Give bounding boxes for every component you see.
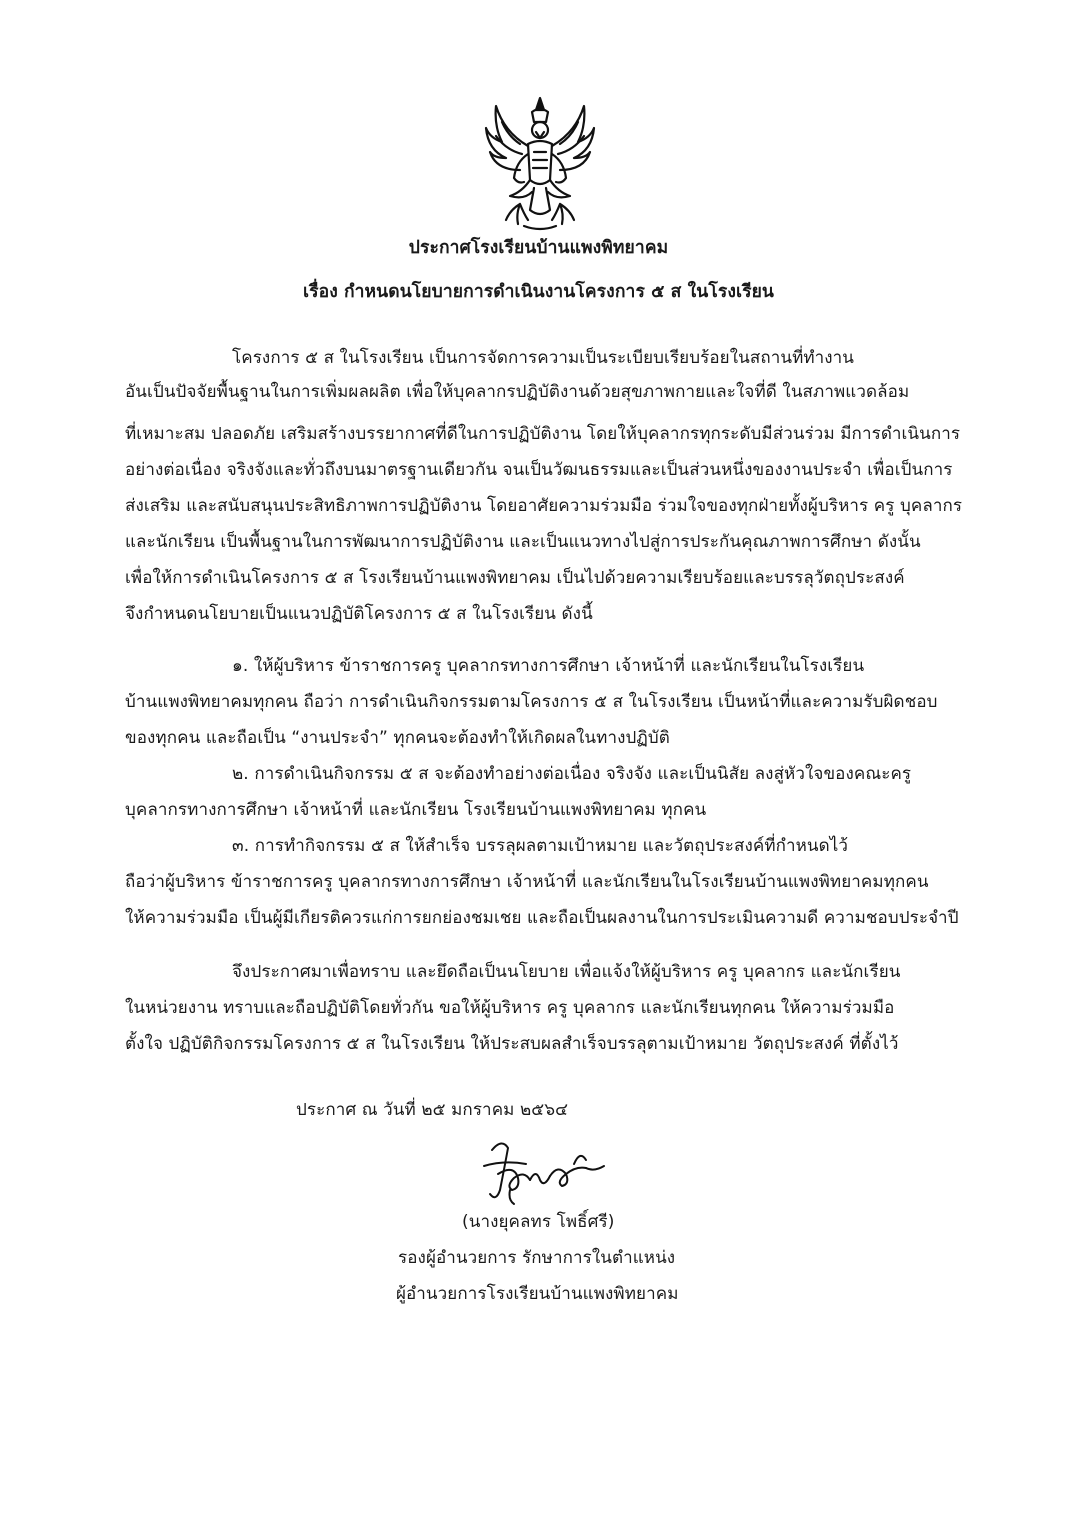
announcement-date: ประกาศ ณ วันที่ ๒๕ มกราคม ๒๕๖๔	[296, 1100, 569, 1120]
policy-item-3: ๓. การทำกิจกรรม ๕ ส ให้สำเร็จ บรรลุผลตามเป้าหมาย และวัตถุประสงค์ที่กำหนดไว้	[232, 836, 849, 856]
closing-line: จึงประกาศมาเพื่อทราบ และยึดถือเป็นนโยบาย เพื่อแจ้งให้ผู้บริหาร ครู บุคลากร และนักเรียน	[232, 962, 901, 982]
policy-item-1: ๑. ให้ผู้บริหาร ข้าราชการครู บุคลากรทางการศึกษา เจ้าหน้าที่ และนักเรียนในโรงเรียน	[232, 656, 865, 676]
intro-line: และนักเรียน เป็นพื้นฐานในการพัฒนาการปฏิบัติงาน และเป็นแนวทางไปสู่การประกันคุณภาพการศึกษา ดังนั้น	[125, 532, 921, 552]
intro-line: เพื่อให้การดำเนินโครงการ ๕ ส โรงเรียนบ้านแพงพิทยาคม เป็นไปด้วยความเรียบร้อยและบรรลุวัตถุประสงค์	[125, 568, 905, 588]
intro-line: อย่างต่อเนื่อง จริงจังและทั่วถึงบนมาตรฐานเดียวกัน จนเป็นวัฒนธรรมและเป็นส่วนหนึ่งของงานประจำ เพื่อเป็นการ	[125, 460, 953, 480]
policy-item-2: ๒. การดำเนินกิจกรรม ๕ ส จะต้องทำอย่างต่อเนื่อง จริงจัง และเป็นนิสัย ลงสู่หัวใจของคณะครู	[232, 764, 912, 784]
intro-line: อันเป็นปัจจัยพื้นฐานในการเพิ่มผลผลิต เพื่อให้บุคลากรปฏิบัติงานด้วยสุขภาพกายและใจที่ดี ในสภาพแวดล้อม	[125, 382, 910, 402]
policy-item-3-cont: ถือว่าผู้บริหาร ข้าราชการครู บุคลากรทางการศึกษา เจ้าหน้าที่ และนักเรียนในโรงเรียนบ้านแพงพิทยาคมทุกคน	[125, 872, 929, 892]
signer-position: ผู้อำนวยการโรงเรียนบ้านแพงพิทยาคม	[396, 1284, 679, 1304]
intro-line: โครงการ ๕ ส ในโรงเรียน เป็นการจัดการความเป็นระเบียบเรียบร้อยในสถานที่ทำงาน	[232, 348, 855, 368]
garuda-emblem-icon	[480, 92, 600, 234]
handwritten-signature-icon	[474, 1130, 614, 1210]
signer-position: รองผู้อำนวยการ รักษาการในตำแหน่ง	[398, 1248, 676, 1268]
document-title: ประกาศโรงเรียนบ้านแพงพิทยาคม	[408, 238, 669, 258]
intro-line: ที่เหมาะสม ปลอดภัย เสริมสร้างบรรยากาศที่ดีในการปฏิบัติงาน โดยให้บุคลากรทุกระดับมีส่วนร่วม มีการดำเนินการ	[125, 424, 961, 444]
intro-line: จึงกำหนดนโยบายเป็นแนวปฏิบัติโครงการ ๕ ส ในโรงเรียน ดังนี้	[125, 604, 593, 624]
policy-item-1-cont: ของทุกคน และถือเป็น “งานประจำ” ทุกคนจะต้องทำให้เกิดผลในทางปฏิบัติ	[125, 728, 670, 748]
policy-item-3-cont: ให้ความร่วมมือ เป็นผู้มีเกียรติควรแก่การยกย่องชมเชย และถือเป็นผลงานในการประเมินความดี ความชอบประจำปี	[125, 908, 959, 928]
document-subject: เรื่อง กำหนดนโยบายการดำเนินงานโครงการ ๕ ส ในโรงเรียน	[303, 282, 774, 302]
closing-line: ในหน่วยงาน ทราบและถือปฏิบัติโดยทั่วกัน ขอให้ผู้บริหาร ครู บุคลากร และนักเรียนทุกคน ให้ความร่วมมือ	[125, 998, 895, 1018]
policy-item-1-cont: บ้านแพงพิทยาคมทุกคน ถือว่า การดำเนินกิจกรรมตามโครงการ ๕ ส ในโรงเรียน เป็นหน้าที่และความรับผิดชอบ	[125, 692, 938, 712]
policy-item-2-cont: บุคลากรทางการศึกษา เจ้าหน้าที่ และนักเรียน โรงเรียนบ้านแพงพิทยาคม ทุกคน	[125, 800, 707, 820]
signer-name: (นางยุคลทร โพธิ์ศรี)	[462, 1212, 615, 1232]
intro-line: ส่งเสริม และสนับสนุนประสิทธิภาพการปฏิบัติงาน โดยอาศัยความร่วมมือ ร่วมใจของทุกฝ่ายทั้งผู้บริหาร ครู บุคลากร	[125, 496, 963, 516]
closing-line: ตั้งใจ ปฏิบัติกิจกรรมโครงการ ๕ ส ในโรงเรียน ให้ประสบผลสำเร็จบรรลุตามเป้าหมาย วัตถุประสงค์ ที่ตั้งไว้	[125, 1034, 899, 1054]
